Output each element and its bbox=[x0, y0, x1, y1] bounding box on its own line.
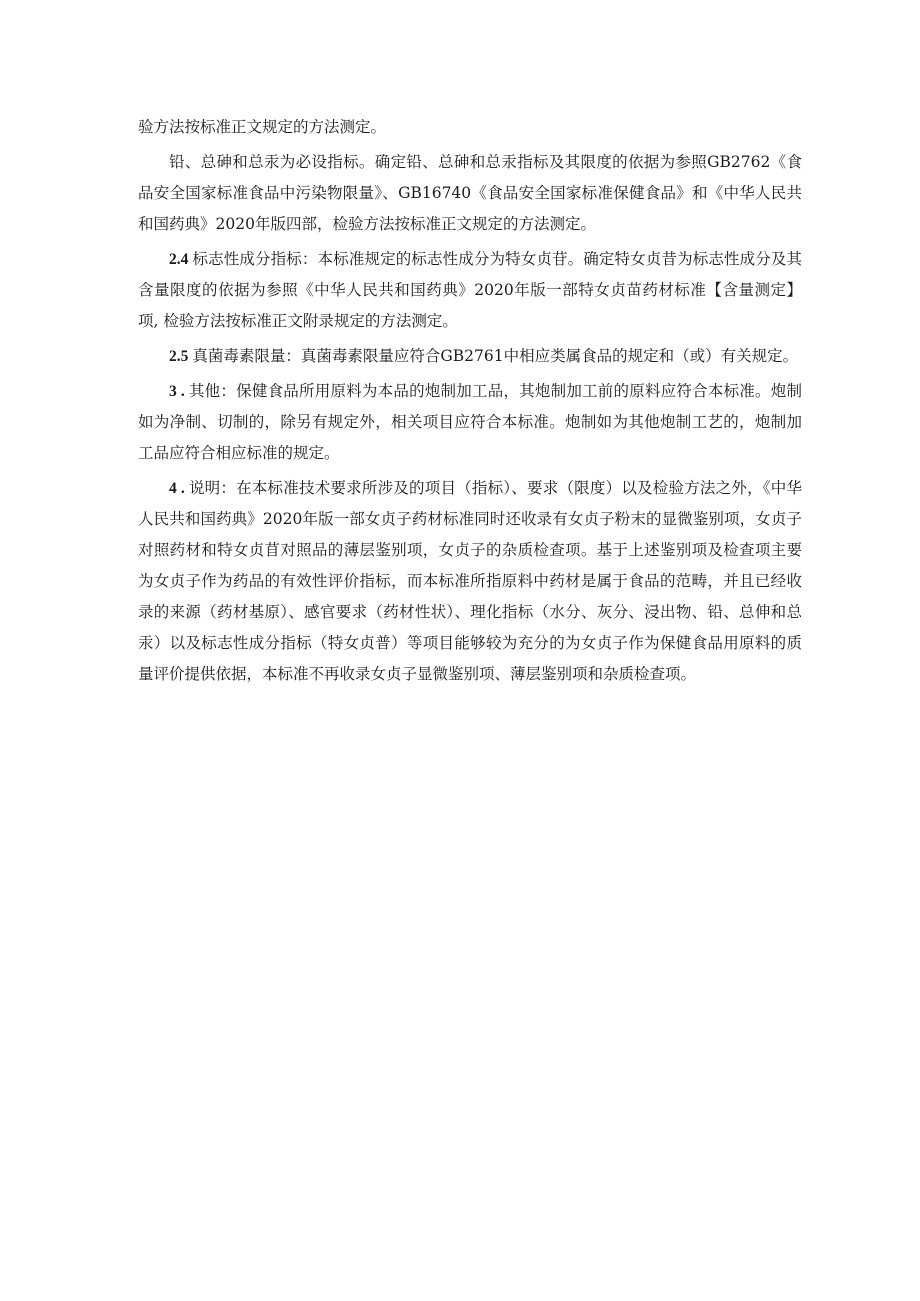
section-number: 3 . bbox=[169, 383, 185, 400]
paragraph-text: 标志性成分指标：本标准规定的标志性成分为特女贞苷。确定特女贞昔为标志性成分及其含量限度的依据为参照《中华人民共和国药典》2020年版一部特女贞苗药材标准【含量测定】项, 检验方法按标准正文附录规定的方法测定。 bbox=[138, 250, 802, 330]
paragraph-text: 铅、总砷和总汞为必设指标。确定铅、总砷和总汞指标及其限度的依据为参照GB2762《食品安全国家标准食品中污染物限量》、GB16740《食品安全国家标准保健食品》和《中华人民共和国药典》2020年版四部，检验方法按标准正文规定的方法测定。 bbox=[138, 153, 802, 233]
section-number: 4 . bbox=[169, 480, 185, 497]
paragraph-text: 验方法按标准正文规定的方法测定。 bbox=[138, 118, 387, 136]
paragraph-3-other bbox=[138, 376, 802, 469]
paragraph-4-notes bbox=[138, 473, 802, 690]
paragraph-text: 说明：在本标准技术要求所涉及的项目（指标）、要求（限度）以及检验方法之外，《中华人民共和国药典》2020年版一部女贞子药材标准同时还收录有女贞子粉末的显微鉴别项，女贞子对照药材和特女贞苜对照品的薄层鉴别项，女贞子的杂质检查项。基于上述鉴别项及检查项主要为女贞子作为药品的有效性评价指标，而本标准所指原料中药材是属于食品的范畴，并且已经收录的来源（药材基原）、感官要求（药材性状）、理化指标（水分、灰分、浸出物、铅、总伸和总汞）以及标志性成分指标（特女贞普）等项目能够较为充分的为女贞子作为保健食品用原料的质量评价提供依据，本标准不再收录女贞子显微鉴别项、薄层鉴别项和杂质检查项。 bbox=[138, 479, 803, 683]
section-number: 2.5 bbox=[169, 348, 189, 365]
paragraph-heavy-metals bbox=[138, 147, 802, 240]
paragraph-2-4-marker-components bbox=[138, 244, 802, 337]
paragraph-continuation bbox=[138, 112, 802, 143]
paragraph-text: 真菌毒素限量：真菌毒素限量应符合GB2761中相应类属食品的规定和（或）有关规定。 bbox=[192, 347, 799, 365]
document-body bbox=[138, 112, 802, 694]
paragraph-2-5-mycotoxin-limits bbox=[138, 341, 802, 372]
paragraph-text: 其他：保健食品所用原料为本品的炮制加工品，其炮制加工前的原料应符合本标准。炮制如为净制、切制的，除另有规定外，相关项目应符合本标准。炮制如为其他炮制工艺的，炮制加工品应符合相应标准的规定。 bbox=[138, 382, 802, 462]
section-number: 2.4 bbox=[169, 251, 189, 268]
